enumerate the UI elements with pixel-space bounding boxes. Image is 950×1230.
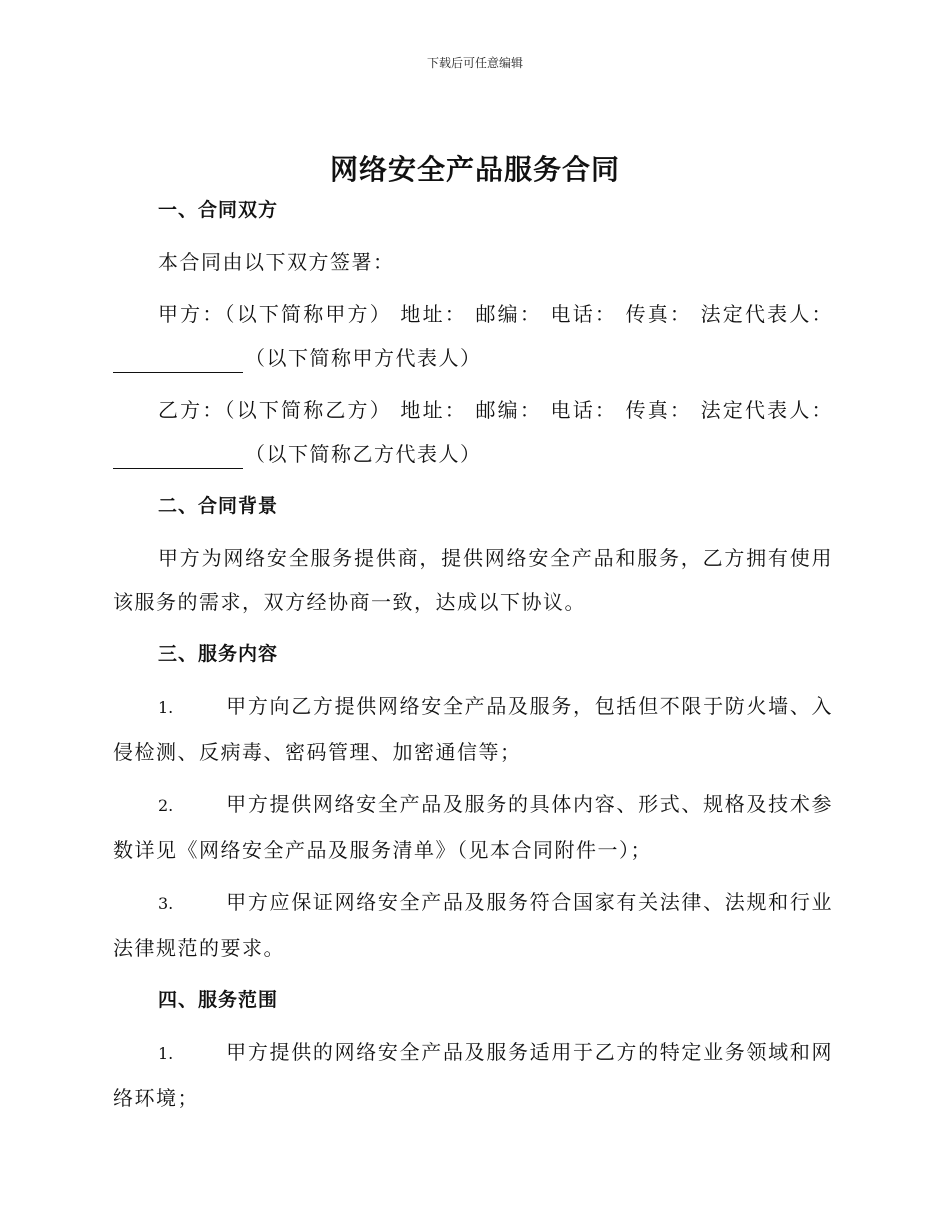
background-paragraph-line1: 甲方为网络安全服务提供商，提供网络安全产品和服务，乙方拥有使用	[158, 546, 833, 570]
list-item	[113, 789, 833, 821]
section-heading-service-content: 三、服务内容	[158, 643, 279, 665]
list-item-number: 2.	[158, 796, 174, 815]
list-item-text: 甲方提供的网络安全产品及服务适用于乙方的特定业务领域和网	[226, 1040, 833, 1064]
section-heading-background: 二、合同背景	[158, 495, 279, 517]
list-item-number: 1.	[158, 1044, 174, 1063]
party-b-representative-line	[113, 439, 833, 469]
background-paragraph-line2: 该服务的需求，双方经协商一致，达成以下协议。	[113, 590, 586, 614]
section-heading-service-scope: 四、服务范围	[158, 989, 279, 1011]
list-item-continuation: 数详见《网络安全产品及服务清单》（见本合同附件一）；	[113, 838, 652, 862]
list-item	[113, 887, 833, 919]
list-item-text: 甲方向乙方提供网络安全产品及服务，包括但不限于防火墙、入	[226, 694, 833, 718]
list-item-text: 甲方应保证网络安全产品及服务符合国家有关法律、法规和行业	[226, 890, 833, 914]
header-note: 下载后可任意编辑	[426, 56, 523, 70]
party-b-representative-text: （以下简称乙方代表人）	[245, 442, 482, 466]
signature-blank	[113, 446, 243, 469]
document-title: 网络安全产品服务合同	[329, 153, 620, 186]
list-item-continuation: 侵检测、反病毒、密码管理、加密通信等；	[113, 740, 522, 764]
section-heading-parties: 一、合同双方	[158, 199, 279, 221]
signature-blank	[113, 350, 243, 373]
list-item	[113, 1037, 833, 1069]
party-b-line: 乙方：（以下简称乙方） 地址： 邮编： 电话： 传真： 法定代表人：	[158, 398, 833, 422]
list-item	[113, 691, 833, 723]
party-a-line: 甲方：（以下简称甲方） 地址： 邮编： 电话： 传真： 法定代表人：	[158, 302, 833, 326]
party-a-representative-text: （以下简称甲方代表人）	[245, 346, 482, 370]
paragraph-intro: 本合同由以下双方签署：	[158, 250, 395, 274]
list-item-number: 3.	[158, 894, 174, 913]
list-item-number: 1.	[158, 698, 174, 717]
list-item-continuation: 络环境；	[113, 1086, 199, 1110]
document-body	[113, 195, 833, 1113]
list-item-continuation: 法律规范的要求。	[113, 936, 285, 960]
party-a-representative-line	[113, 343, 833, 373]
list-item-text: 甲方提供网络安全产品及服务的具体内容、形式、规格及技术参	[226, 792, 833, 816]
